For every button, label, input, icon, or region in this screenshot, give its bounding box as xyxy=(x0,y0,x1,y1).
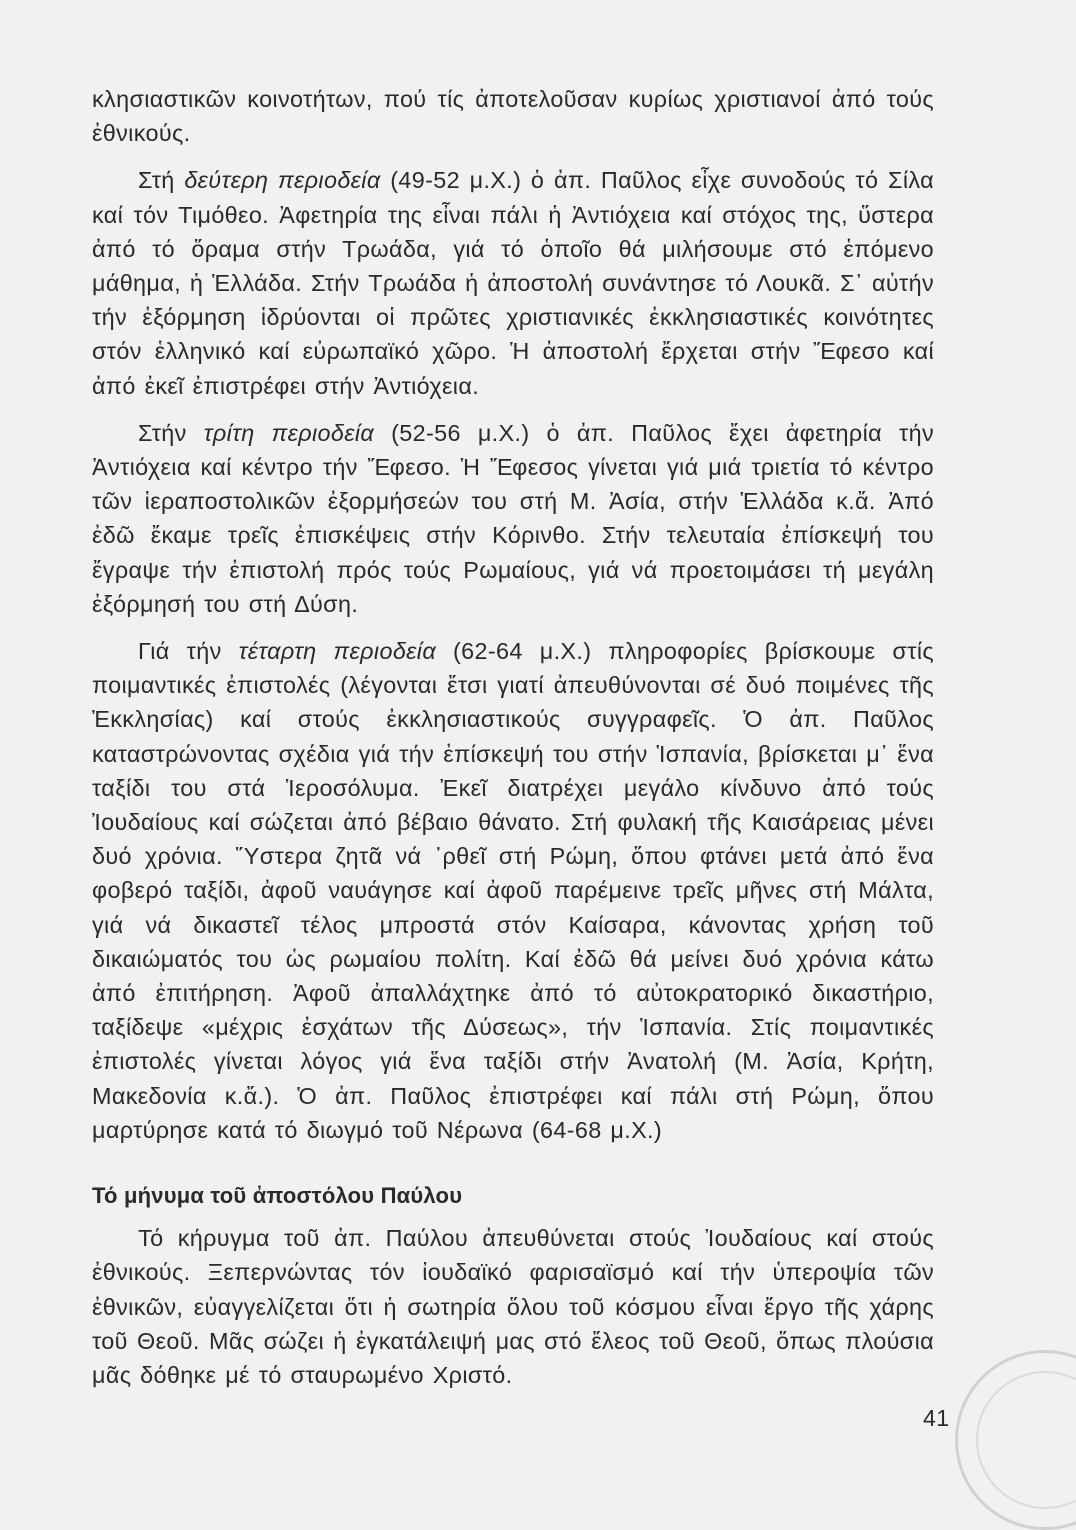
italic-term: δεύτερη περιοδεία xyxy=(184,167,381,194)
paragraph-message: Τό κήρυγμα τοῦ ἀπ. Παύλου ἀπευθύνεται στούς Ἰουδαίους καί στούς ἐθνικούς. Ξεπερνώντας τόν ἰουδαϊκό φαρισαϊσμό καί τήν ὑπεροψία τῶν ἐθνικῶν, εὐαγγελίζεται ὅτι ἡ σωτηρία ὅλου τοῦ κόσμου εἶναι ἔργο τῆς χάρης τοῦ Θεοῦ. Μᾶς σώζει ἡ ἐγκατάλειψή μας στό ἔλεος τοῦ Θεοῦ, ὅπως πλούσια μᾶς δόθηκε μέ τό σταυρωμένο Χριστό. xyxy=(92,1225,934,1388)
text-run: (52-56 μ.Χ.) ὁ ἀπ. Παῦλος ἔχει ἀφετηρία τήν Ἀντιόχεια καί κέντρο τήν Ἔφεσο. Ἡ Ἔφεσος γίνεται γιά μιά τριετία τό κέντρο τῶν ἱεραποστολικῶν ἐξορμήσεών του στή Μ. Ἀσία, στήν Ἑλλάδα κ.ἄ. Ἀπό ἐδῶ ἔκαμε τρεῖς ἐπισκέψεις στήν Κόρινθο. Στήν τελευταία ἐπίσκεψή του ἔγραψε τήν ἐπιστολή πρός τούς Ρωμαίους, γιά νά προετοιμάσει τή μεγάλη ἐξόρμησή του στή Δύση. xyxy=(92,419,934,617)
page-body xyxy=(92,82,934,1392)
paragraph-continuation: κλησιαστικῶν κοινοτήτων, πού τίς ἀποτελοῦσαν κυρίως χριστιανοί ἀπό τούς ἐθνικούς. xyxy=(92,86,934,147)
text-run: Στή xyxy=(138,167,185,194)
library-stamp xyxy=(955,1350,1076,1530)
text-run: (62-64 μ.Χ.) πληροφορίες βρίσκουμε στίς ποιμαντικές ἐπιστολές (λέγονται ἔτσι γιατί ἀπευθύνονται σέ δυό ποιμένες τῆς Ἐκκλησίας) καί στούς ἐκκλησιαστικούς συγγραφεῖς. Ὁ ἀπ. Παῦλος καταστρώνοντας σχέδια γιά τήν ἐπίσκεψή του στήν Ἱσπανία, βρίσκεται μ᾽ ἕνα ταξίδι του στά Ἱεροσόλυμα. Ἐκεῖ διατρέχει μεγάλο κίνδυνο ἀπό τούς Ἰουδαίους καί σώζεται ἀπό βέβαιο θάνατο. Στή φυλακή τῆς Καισάρειας μένει δυό χρόνια. Ὕστερα ζητᾶ νά ᾽ρθεῖ στή Ρώμη, ὅπου φτάνει μετά ἀπό ἕνα φοβερό ταξίδι, ἀφοῦ ναυάγησε καί ἀφοῦ παρέμεινε τρεῖς μῆνες στή Μάλτα, γιά νά δικαστεῖ τέλος μπροστά στόν Καίσαρα, κάνοντας χρήση τοῦ δικαιώματός του ὡς ρωμαίου πολίτη. Καί ἐδῶ θά μείνει δυό χρόνια κάτω ἀπό ἐπιτήρηση. Ἀφοῦ ἀπαλλάχτηκε ἀπό τό αὐτοκρατορικό δικαστήριο, ταξίδεψε «μέχρις ἐσχάτων τῆς Δύσεως», τήν Ἱσπανία. Στίς ποιμαντικές ἐπιστολές γίνεται λόγος γιά ἕνα ταξίδι στήν Ἀνατολή (Μ. Ἀσία, Κρήτη, Μακεδονία κ.ἄ.). Ὁ ἀπ. Παῦλος ἐπιστρέφει καί πάλι στή Ρώμη, ὅπου μαρτύρησε κατά τό διωγμό τοῦ Νέρωνα (64-68 μ.Χ.) xyxy=(92,638,934,1143)
page-number: 41 xyxy=(923,1405,950,1431)
paragraph-third-journey xyxy=(92,416,934,621)
text-run: (49-52 μ.Χ.) ὁ ἀπ. Παῦλος εἶχε συνοδούς τό Σίλα καί τόν Τιμόθεο. Ἀφετηρία της εἶναι πάλι ἡ Ἀντιόχεια καί στόχος της, ὕστερα ἀπό τό ὅραμα στήν Τρωάδα, γιά τό ὁποῖο θά μιλήσουμε στό ἑπόμενο μάθημα, ἡ Ἑλλάδα. Στήν Τρωάδα ἡ ἀποστολή συνάντησε τό Λουκᾶ. Σ᾽ αὐτήν τήν ἐξόρμηση ἱδρύονται οἱ πρῶτες χριστιανικές ἐκκλησιαστικές κοινότητες στόν ἑλληνικό καί εὐρωπαϊκό χῶρο. Ἡ ἀποστολή ἔρχεται στήν Ἔφεσο καί ἀπό ἐκεῖ ἐπιστρέφει στήν Ἀντιόχεια. xyxy=(92,167,934,399)
section-heading: Τό μήνυμα τοῦ ἀποστόλου Παύλου xyxy=(92,1183,463,1209)
text-run: Στήν xyxy=(138,419,204,446)
italic-term: τρίτη περιοδεία xyxy=(203,419,375,446)
italic-term: τέταρτη περιοδεία xyxy=(238,638,437,665)
paragraph-fourth-journey xyxy=(92,634,934,1147)
text-run: Γιά τήν xyxy=(138,638,239,665)
paragraph-second-journey xyxy=(92,163,934,402)
